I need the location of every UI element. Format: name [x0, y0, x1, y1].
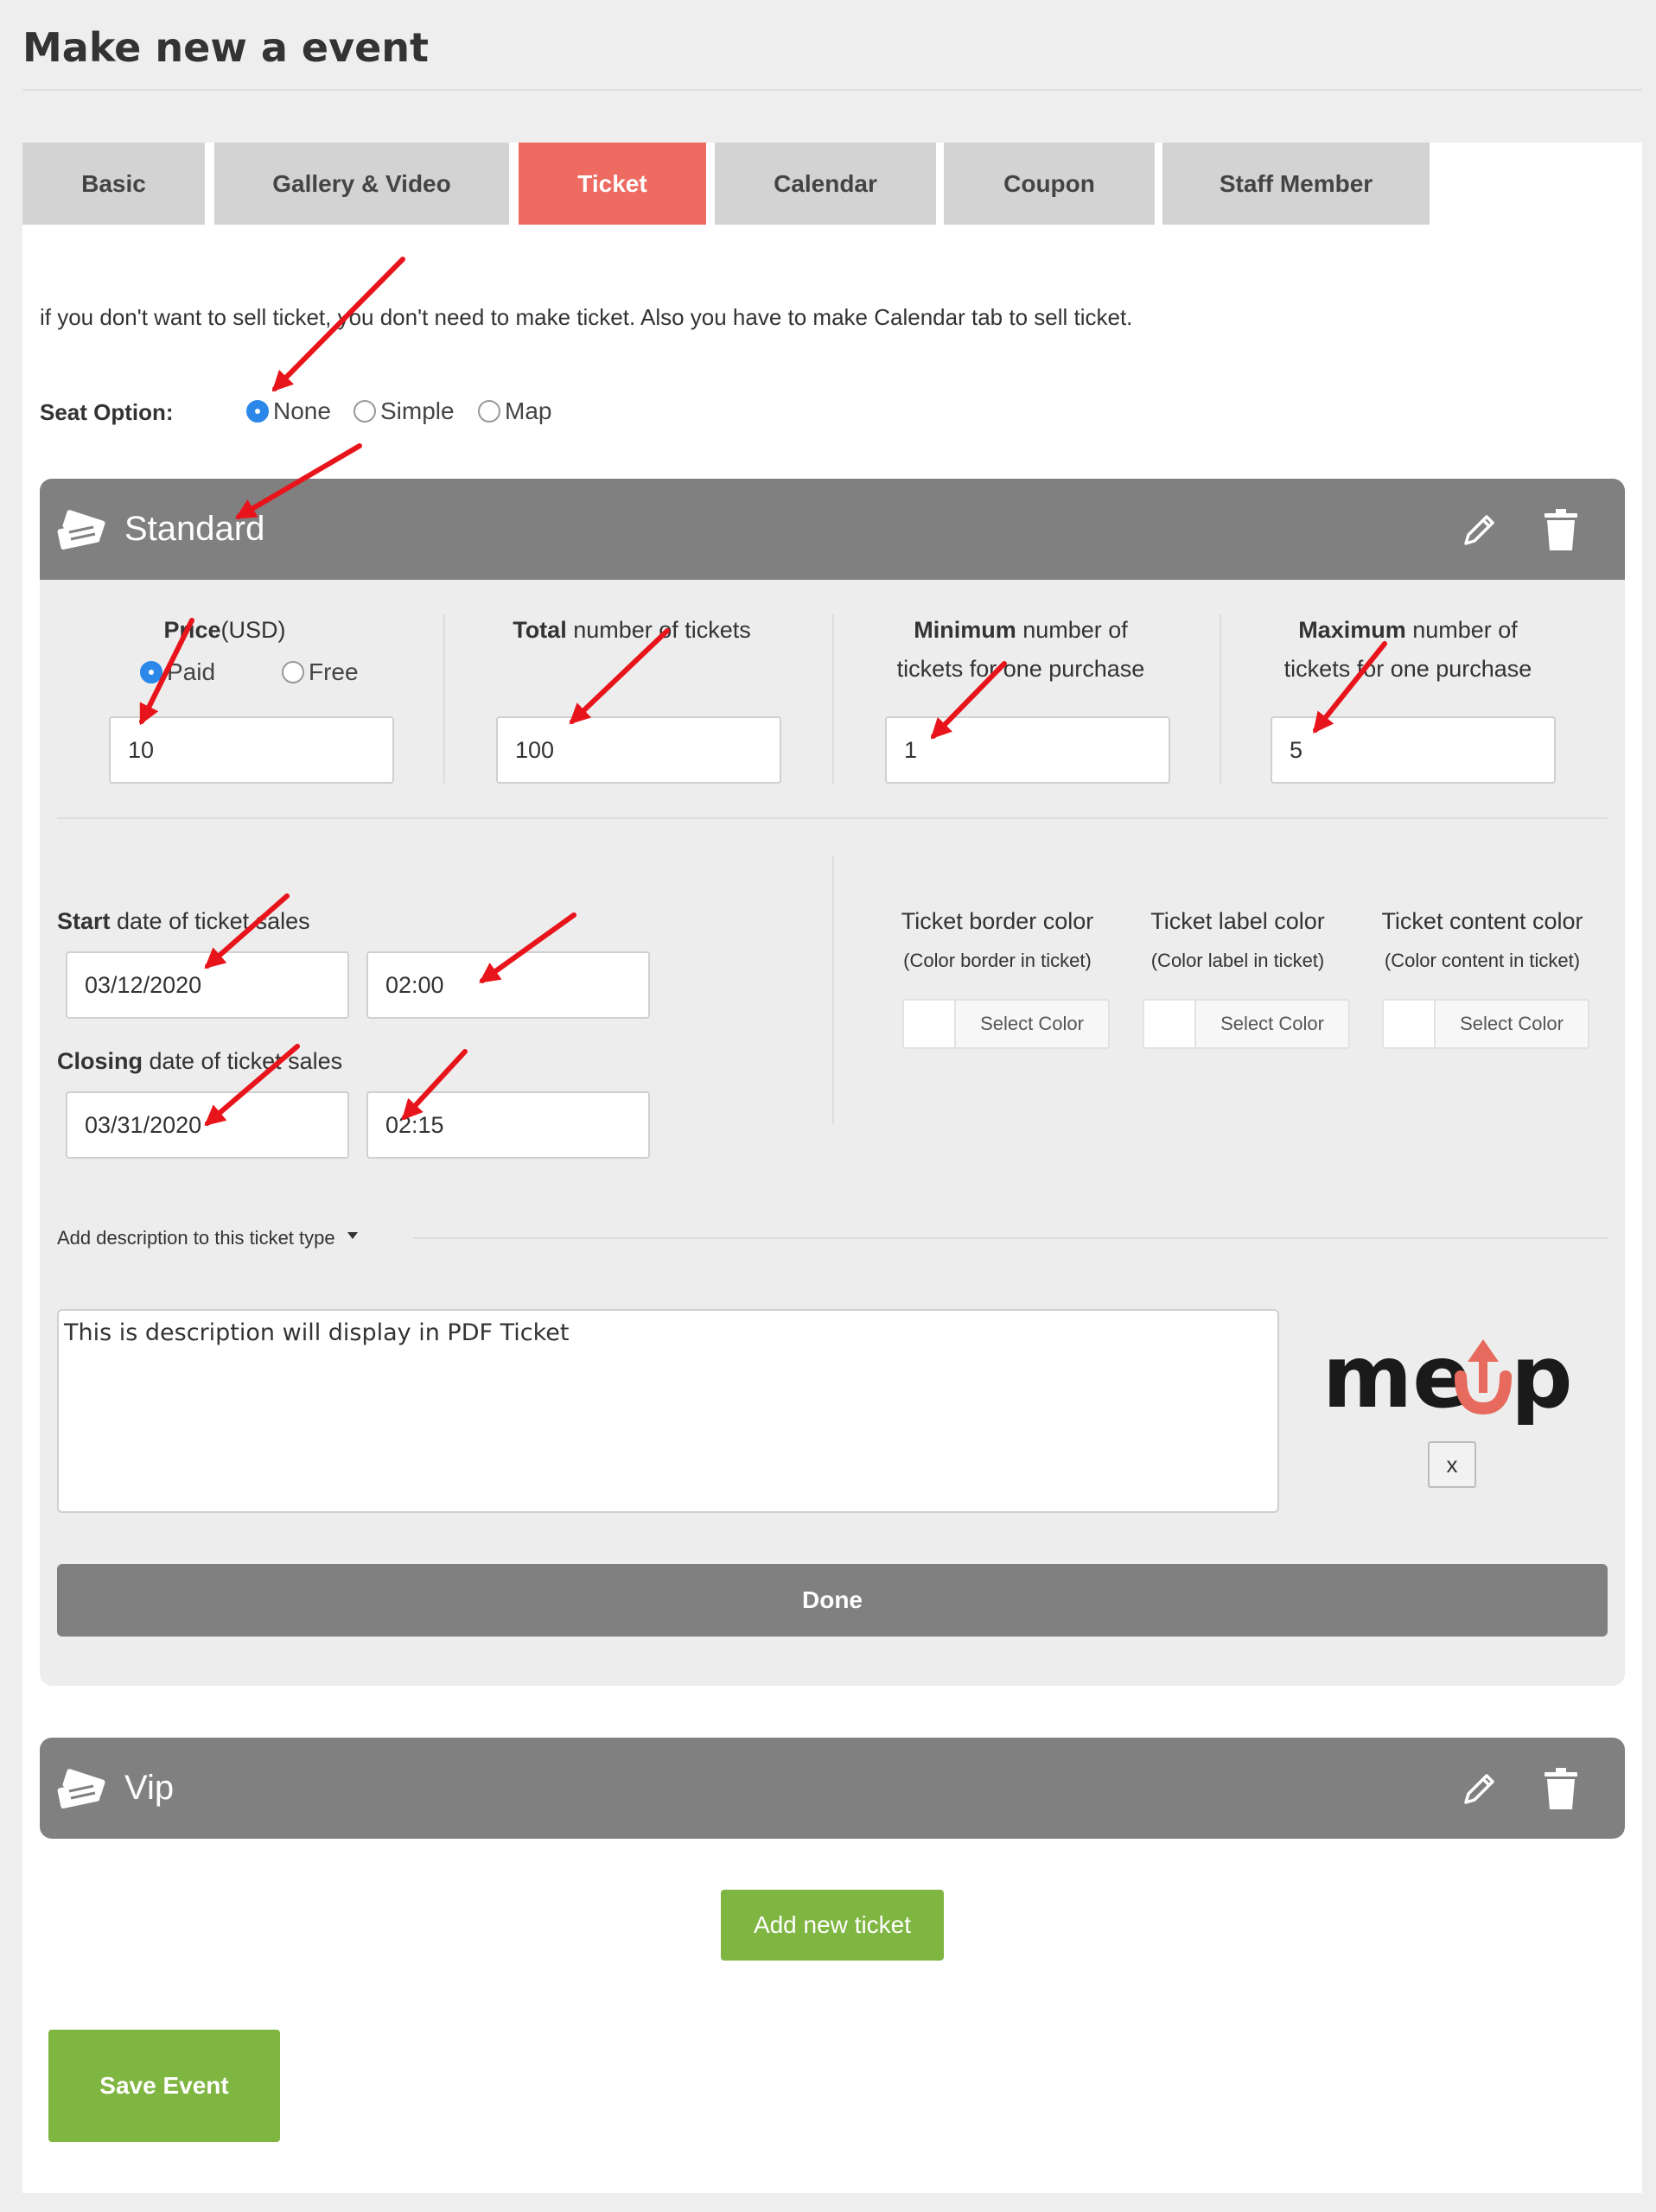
- radio-unchecked-icon: [478, 400, 500, 423]
- select-color-button[interactable]: Select Color: [1460, 1013, 1564, 1034]
- label-color-sub: (Color label in ticket): [1150, 950, 1325, 971]
- column-divider: [1220, 614, 1221, 784]
- closing-sales-label: Closing date of ticket sales: [57, 1048, 343, 1074]
- start-time-input[interactable]: 02:00: [366, 951, 650, 1019]
- ticket-name: Vip: [124, 1769, 175, 1807]
- description-divider: [413, 1237, 1608, 1239]
- page-title: Make new a event: [22, 24, 430, 71]
- done-button[interactable]: Done: [57, 1564, 1608, 1637]
- price-free-label: Free: [309, 658, 359, 685]
- tickets-icon: [55, 1765, 107, 1812]
- minimum-tickets-input[interactable]: 1: [885, 716, 1170, 784]
- price-paid-label: Paid: [167, 658, 216, 685]
- color-swatch: [1144, 1001, 1196, 1047]
- radio-checked-icon: [140, 661, 162, 683]
- caret-down-icon: [347, 1232, 358, 1239]
- ticket-header-standard[interactable]: [40, 479, 1625, 580]
- add-description-label: Add description to this ticket type: [57, 1227, 335, 1249]
- price-input[interactable]: 10: [109, 716, 394, 784]
- color-swatch: [1384, 1001, 1436, 1047]
- seat-option-label: Seat Option:: [40, 399, 174, 425]
- intro-text: if you don't want to sell ticket, you don't need to make ticket. Also you have to make Calendar tab to sell ticket.: [40, 304, 1133, 330]
- content-color-title: Ticket content color: [1381, 908, 1583, 934]
- section-divider: [57, 817, 1608, 819]
- border-color-picker[interactable]: [902, 999, 1110, 1049]
- start-date-input[interactable]: 03/12/2020: [66, 951, 349, 1019]
- pencil-icon[interactable]: [1459, 1768, 1500, 1809]
- column-divider: [832, 856, 834, 1124]
- tickets-icon: [55, 506, 107, 553]
- maximum-tickets-input[interactable]: 5: [1271, 716, 1556, 784]
- tab-basic[interactable]: Basic: [22, 143, 205, 225]
- remove-logo-button[interactable]: x: [1428, 1441, 1476, 1488]
- select-color-button[interactable]: Select Color: [980, 1013, 1084, 1034]
- closing-date-input[interactable]: 03/31/2020: [66, 1091, 349, 1159]
- save-event-button[interactable]: Save Event: [48, 2030, 280, 2142]
- content-color-sub: (Color content in ticket): [1384, 950, 1581, 971]
- border-color-title: Ticket border color: [901, 908, 1094, 934]
- start-sales-label: Start date of ticket sales: [57, 908, 310, 934]
- add-description-toggle[interactable]: [57, 1227, 358, 1249]
- color-swatch: [904, 1001, 956, 1047]
- ticket-header-vip[interactable]: [40, 1738, 1625, 1839]
- minimum-tickets-label: Minimum number of tickets for one purchase: [896, 617, 1145, 682]
- ticket-description-textarea[interactable]: [57, 1309, 1279, 1513]
- label-color-picker[interactable]: [1143, 999, 1350, 1049]
- border-color-sub: (Color border in ticket): [903, 950, 1092, 971]
- seat-option-simple-label: Simple: [380, 397, 455, 424]
- tab-calendar[interactable]: Calendar: [715, 143, 936, 225]
- ticket-body-standard: [40, 580, 1625, 1686]
- seat-option-none[interactable]: [246, 397, 331, 425]
- radio-unchecked-icon: [353, 400, 376, 423]
- title-divider: [22, 89, 1642, 91]
- logo-text-left: me: [1322, 1329, 1472, 1427]
- total-tickets-label: Total number of tickets: [513, 617, 751, 643]
- label-color-title: Ticket label color: [1150, 908, 1325, 934]
- tab-gallery-video[interactable]: Gallery & Video: [214, 143, 509, 225]
- column-divider: [832, 614, 834, 784]
- ticket-name: Standard: [124, 510, 265, 548]
- tab-ticket[interactable]: Ticket: [519, 143, 706, 225]
- column-divider: [443, 614, 445, 784]
- select-color-button[interactable]: Select Color: [1220, 1013, 1324, 1034]
- trash-icon[interactable]: [1544, 1766, 1578, 1811]
- price-free-radio[interactable]: [282, 658, 359, 686]
- seat-option-simple[interactable]: [353, 397, 455, 425]
- tab-coupon[interactable]: Coupon: [944, 143, 1155, 225]
- seat-option-map-label: Map: [505, 397, 552, 424]
- add-new-ticket-button[interactable]: Add new ticket: [721, 1890, 944, 1961]
- price-label: Price(USD): [163, 617, 286, 643]
- logo-text-right: p: [1511, 1329, 1573, 1427]
- pencil-icon[interactable]: [1459, 509, 1500, 550]
- meup-logo: [1322, 1329, 1582, 1433]
- seat-option-none-label: None: [273, 397, 331, 424]
- seat-option-map[interactable]: [478, 397, 551, 425]
- radio-unchecked-icon: [282, 661, 304, 683]
- tab-staff-member[interactable]: Staff Member: [1162, 143, 1430, 225]
- closing-time-input[interactable]: 02:15: [366, 1091, 650, 1159]
- maximum-tickets-label: Maximum number of tickets for one purchase: [1283, 617, 1532, 682]
- price-paid-radio[interactable]: [140, 658, 215, 686]
- total-tickets-input[interactable]: 100: [496, 716, 781, 784]
- trash-icon[interactable]: [1544, 507, 1578, 552]
- content-color-picker[interactable]: [1382, 999, 1589, 1049]
- radio-checked-icon: [246, 400, 269, 423]
